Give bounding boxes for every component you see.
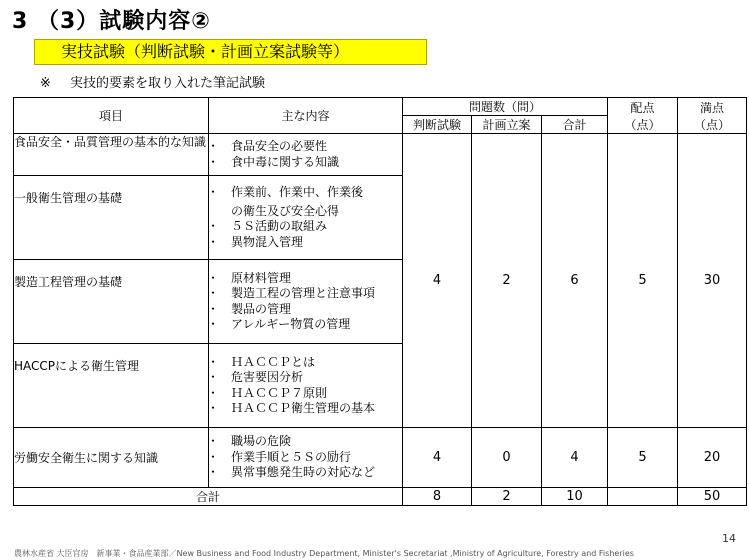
header-item: 項目 xyxy=(14,98,209,134)
group1-full: 30 xyxy=(678,134,747,428)
total-points xyxy=(608,488,678,506)
header-full-line2: （点） xyxy=(694,117,731,132)
group2-full: 20 xyxy=(678,428,747,488)
group2-planning: 0 xyxy=(472,428,542,488)
row-content xyxy=(209,176,403,260)
content-bullet: ・ 製品の管理 xyxy=(209,302,402,318)
group2-points: 5 xyxy=(608,428,678,488)
subtitle-banner xyxy=(34,39,427,65)
total-planning: 2 xyxy=(472,488,542,506)
content-bullet: ・ 食中毒に関する知識 xyxy=(209,155,402,171)
header-points-line2: （点） xyxy=(624,117,661,132)
content-bullet: ・ ５Ｓ活動の取組み xyxy=(209,219,402,235)
content-bullet: ・ 危害要因分析 xyxy=(209,370,402,386)
group2-judgment: 4 xyxy=(403,428,472,488)
content-bullet: ・ 異常事態発生時の対応など xyxy=(209,465,402,481)
content-bullet: ・ 作業手順と５Ｓの励行 xyxy=(209,450,402,466)
note xyxy=(40,72,265,91)
subtitle-text: 実技試験（判断試験・計画立案試験等） xyxy=(61,42,350,61)
row-item: 一般衛生管理の基礎 xyxy=(14,176,209,260)
row-item: 食品安全・品質管理の基本的な知識 xyxy=(14,134,209,176)
note-mark: ※ xyxy=(40,76,51,91)
note-text: 実技的要素を取り入れた筆記試験 xyxy=(70,76,266,91)
group2-total: 4 xyxy=(542,428,608,488)
header-content: 主な内容 xyxy=(209,98,403,134)
content-bullet: ・ ＨＡＣＣＰ衛生管理の基本 xyxy=(209,401,402,417)
content-bullet: ・ 製造工程の管理と注意事項 xyxy=(209,286,402,302)
header-questions: 問題数（問） xyxy=(403,98,608,116)
content-bullet: ・ 職場の危険 xyxy=(209,434,402,450)
row-item: HACCPによる衛生管理 xyxy=(14,344,209,428)
row-item: 労働安全衛生に関する知識 xyxy=(14,428,209,488)
page-number: 14 xyxy=(722,532,736,545)
row-content xyxy=(209,134,403,176)
group1-total: 6 xyxy=(542,134,608,428)
total-total: 10 xyxy=(542,488,608,506)
group1-judgment: 4 xyxy=(403,134,472,428)
page-title: 3 （3）試験内容② xyxy=(12,9,211,34)
total-label: 合計 xyxy=(14,488,403,506)
content-bullet: ・ 作業前、作業中、作業後 xyxy=(209,185,402,201)
content-bullet: ・ 原材料管理 xyxy=(209,271,402,287)
content-bullet-continuation: の衛生及び安全心得 xyxy=(231,203,340,218)
content-bullet: ・ 食品安全の必要性 xyxy=(209,139,402,155)
header-planning: 計画立案 xyxy=(472,116,542,134)
content-bullet: ・ ＨＡＣＣＰとは xyxy=(209,355,402,371)
row-content xyxy=(209,260,403,344)
total-full: 50 xyxy=(678,488,747,506)
header-points-line1: 配点 xyxy=(630,100,655,115)
exam-content-table xyxy=(13,97,747,506)
header-subtotal: 合計 xyxy=(542,116,608,134)
header-full xyxy=(678,98,747,134)
header-full-line1: 満点 xyxy=(700,100,725,115)
group1-points: 5 xyxy=(608,134,678,428)
header-points xyxy=(608,98,678,134)
content-bullet: ・ アレルギー物質の管理 xyxy=(209,317,402,333)
content-bullet: ・ 異物混入管理 xyxy=(209,235,402,251)
footer-credit: 農林水産省 大臣官房 新事業・食品産業部／New Business and Food Industry Department, Minister's Secretariat ,Ministry of Agriculture, Forestry and Fisheries xyxy=(14,549,634,558)
row-item: 製造工程管理の基礎 xyxy=(14,260,209,344)
content-bullet: ・ ＨＡＣＣＰ７原則 xyxy=(209,386,402,402)
header-judgment: 判断試験 xyxy=(403,116,472,134)
group1-planning: 2 xyxy=(472,134,542,428)
row-content xyxy=(209,428,403,488)
total-judgment: 8 xyxy=(403,488,472,506)
row-content xyxy=(209,344,403,428)
